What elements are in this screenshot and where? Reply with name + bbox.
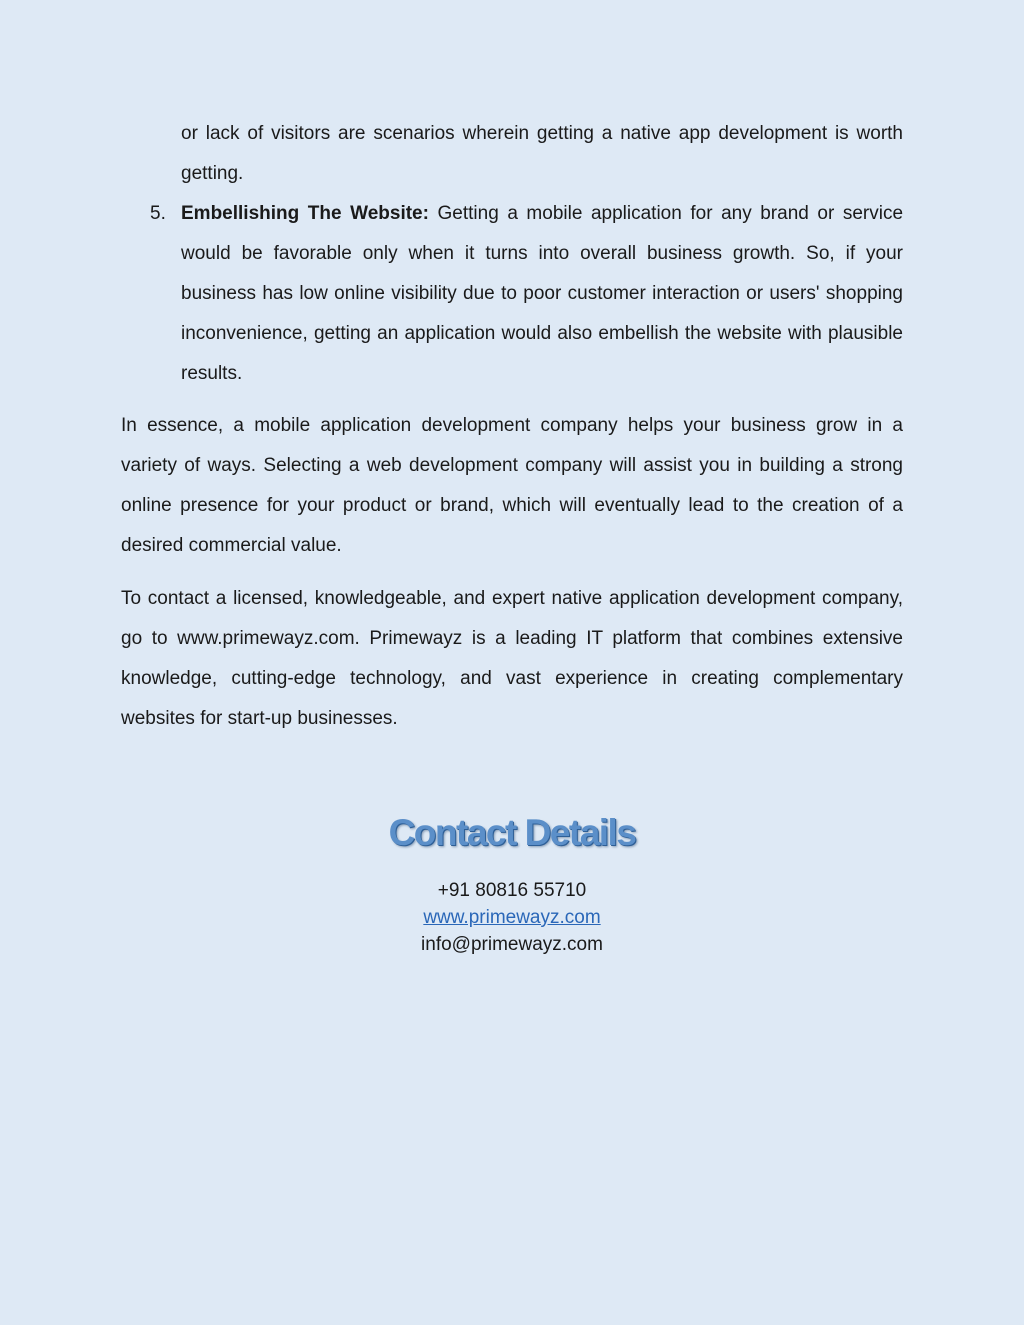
contact-phone: +91 80816 55710 [437,880,587,901]
list-item-body: Getting a mobile application for any brand or service would be favorable only when it turns into overall business growth. So, if your business has low online visibility due to poor customer interaction or users' shopping inconvenience, getting an application would also embellish the website with plausible results. [181,203,904,384]
contact-website-link[interactable]: www.primewayz.com [423,907,601,928]
list-number: 5. [150,203,166,224]
paragraph-contact: To contact a licensed, knowledgeable, and expert native application development company, go to www.primewayz.com. Primewayz is a leading IT platform that combines extensive knowledge, cutting-edge technology, and vast experience in creating complementary websites for start-up businesses. [121,588,903,729]
contact-email: info@primewayz.com [421,934,603,955]
list-item-continuation: or lack of visitors are scenarios wherein getting a native app development is worth getting. [181,123,903,184]
list-item-title: Embellishing The Website: [181,203,429,224]
contact-details-heading: Contact Details [388,812,636,853]
list-item-embellishing [181,194,903,394]
contact-details-block [0,877,1024,958]
paragraph-essence: In essence, a mobile application development company helps your business grow in a variety of ways. Selecting a web development company will assist you in building a strong online presence for your product or brand, which will eventually lead to the creation of a desired commercial value. [121,415,903,556]
